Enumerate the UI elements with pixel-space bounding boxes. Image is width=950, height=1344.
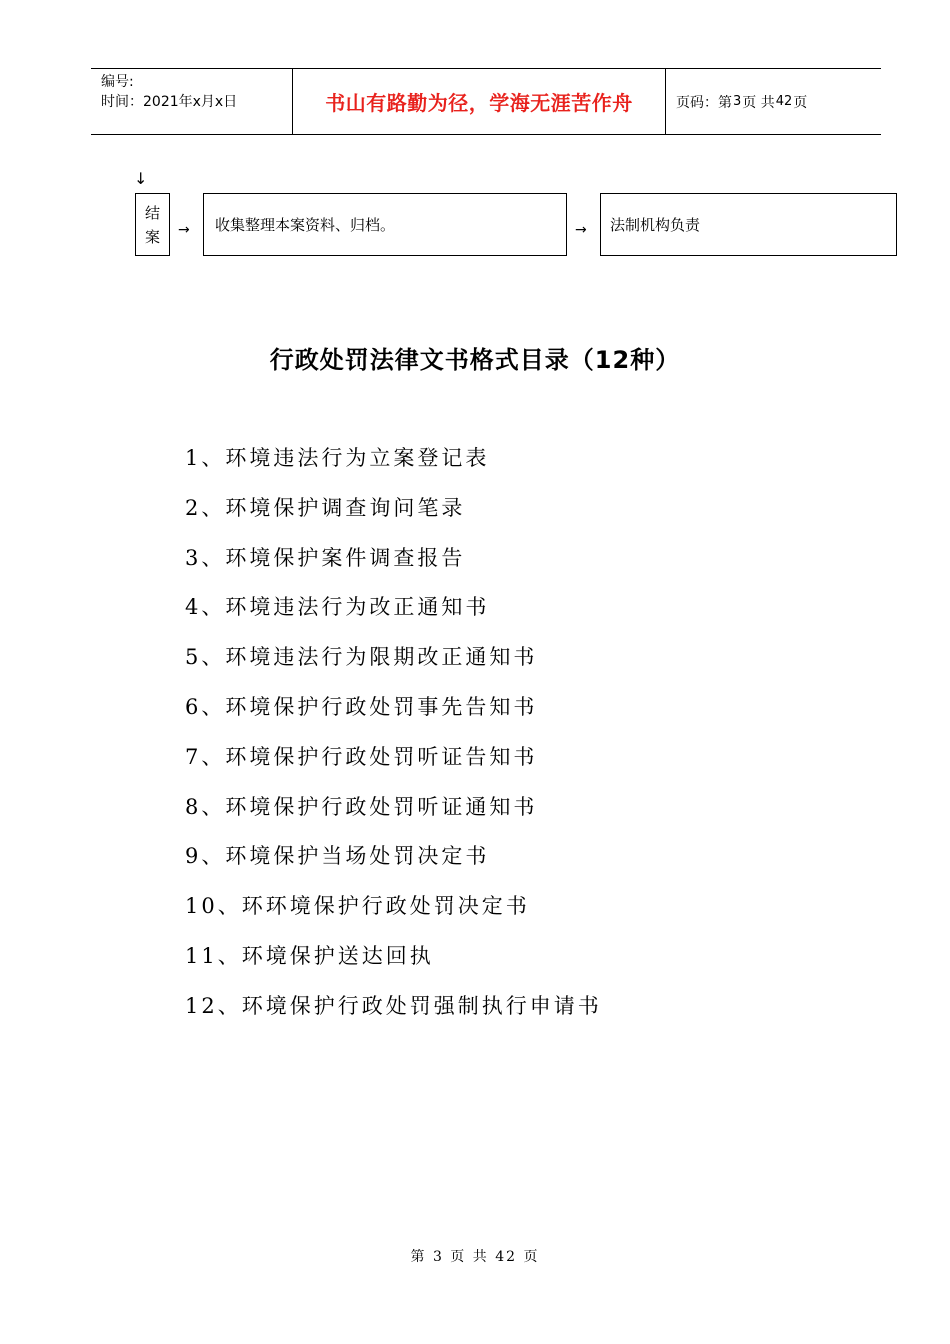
- responsible-text: 法制机构负责: [610, 216, 701, 234]
- right-arrow-icon: →: [575, 222, 587, 238]
- list-item: 6、环境保护行政处罚事先告知书: [185, 694, 538, 719]
- header-page-number: [666, 69, 881, 134]
- list-item: 1、环境违法行为立案登记表: [185, 446, 490, 470]
- page-suffix: 页: [793, 94, 808, 111]
- time-value: 2021年x月x日: [143, 94, 238, 110]
- list-item: 11、环境保护送达回执: [185, 943, 434, 968]
- serial-label: 编号:: [101, 74, 134, 90]
- header-info-cell: [91, 69, 293, 134]
- list-item: 4、环境违法行为改正通知书: [185, 595, 490, 620]
- list-item: 3、环境保护案件调查报告: [185, 545, 466, 570]
- document-catalog-list: [185, 440, 602, 1038]
- action-text: 收集整理本案资料、归档。: [215, 216, 396, 234]
- list-item: 9、环境保护当场处罚决定书: [185, 844, 490, 869]
- close-case-step-box: [135, 193, 170, 256]
- page-header: [91, 68, 881, 135]
- document-title: 行政处罚法律文书格式目录（12种）: [269, 346, 681, 374]
- down-arrow-icon: ↓: [134, 169, 148, 188]
- step-char-1: 结: [144, 203, 160, 222]
- responsible-box: [600, 193, 897, 256]
- list-item: 12、环境保护行政处罚强制执行申请书: [185, 993, 602, 1018]
- list-item: 8、环境保护行政处罚听证通知书: [185, 794, 538, 819]
- header-motto: 书山有路勤为径，学海无涯苦作舟: [293, 69, 666, 134]
- list-item: 2、环境保护调查询问笔录: [185, 495, 466, 520]
- right-arrow-icon: →: [178, 222, 190, 238]
- page-total: 42: [775, 94, 793, 109]
- action-box: [203, 193, 567, 256]
- page-mid: 页 共: [742, 94, 775, 111]
- list-item: 10、环环境保护行政处罚决定书: [185, 894, 530, 919]
- step-char-2: 案: [144, 227, 160, 246]
- page-footer: 第 3 页 共 42 页: [410, 1249, 540, 1265]
- list-item: 7、环境保护行政处罚听证告知书: [185, 744, 538, 769]
- page-current: 3: [733, 94, 742, 109]
- page-prefix: 页码：第: [676, 94, 732, 111]
- time-line: [101, 92, 292, 112]
- time-label: 时间：: [101, 94, 143, 110]
- list-item: 5、环境违法行为限期改正通知书: [185, 645, 538, 670]
